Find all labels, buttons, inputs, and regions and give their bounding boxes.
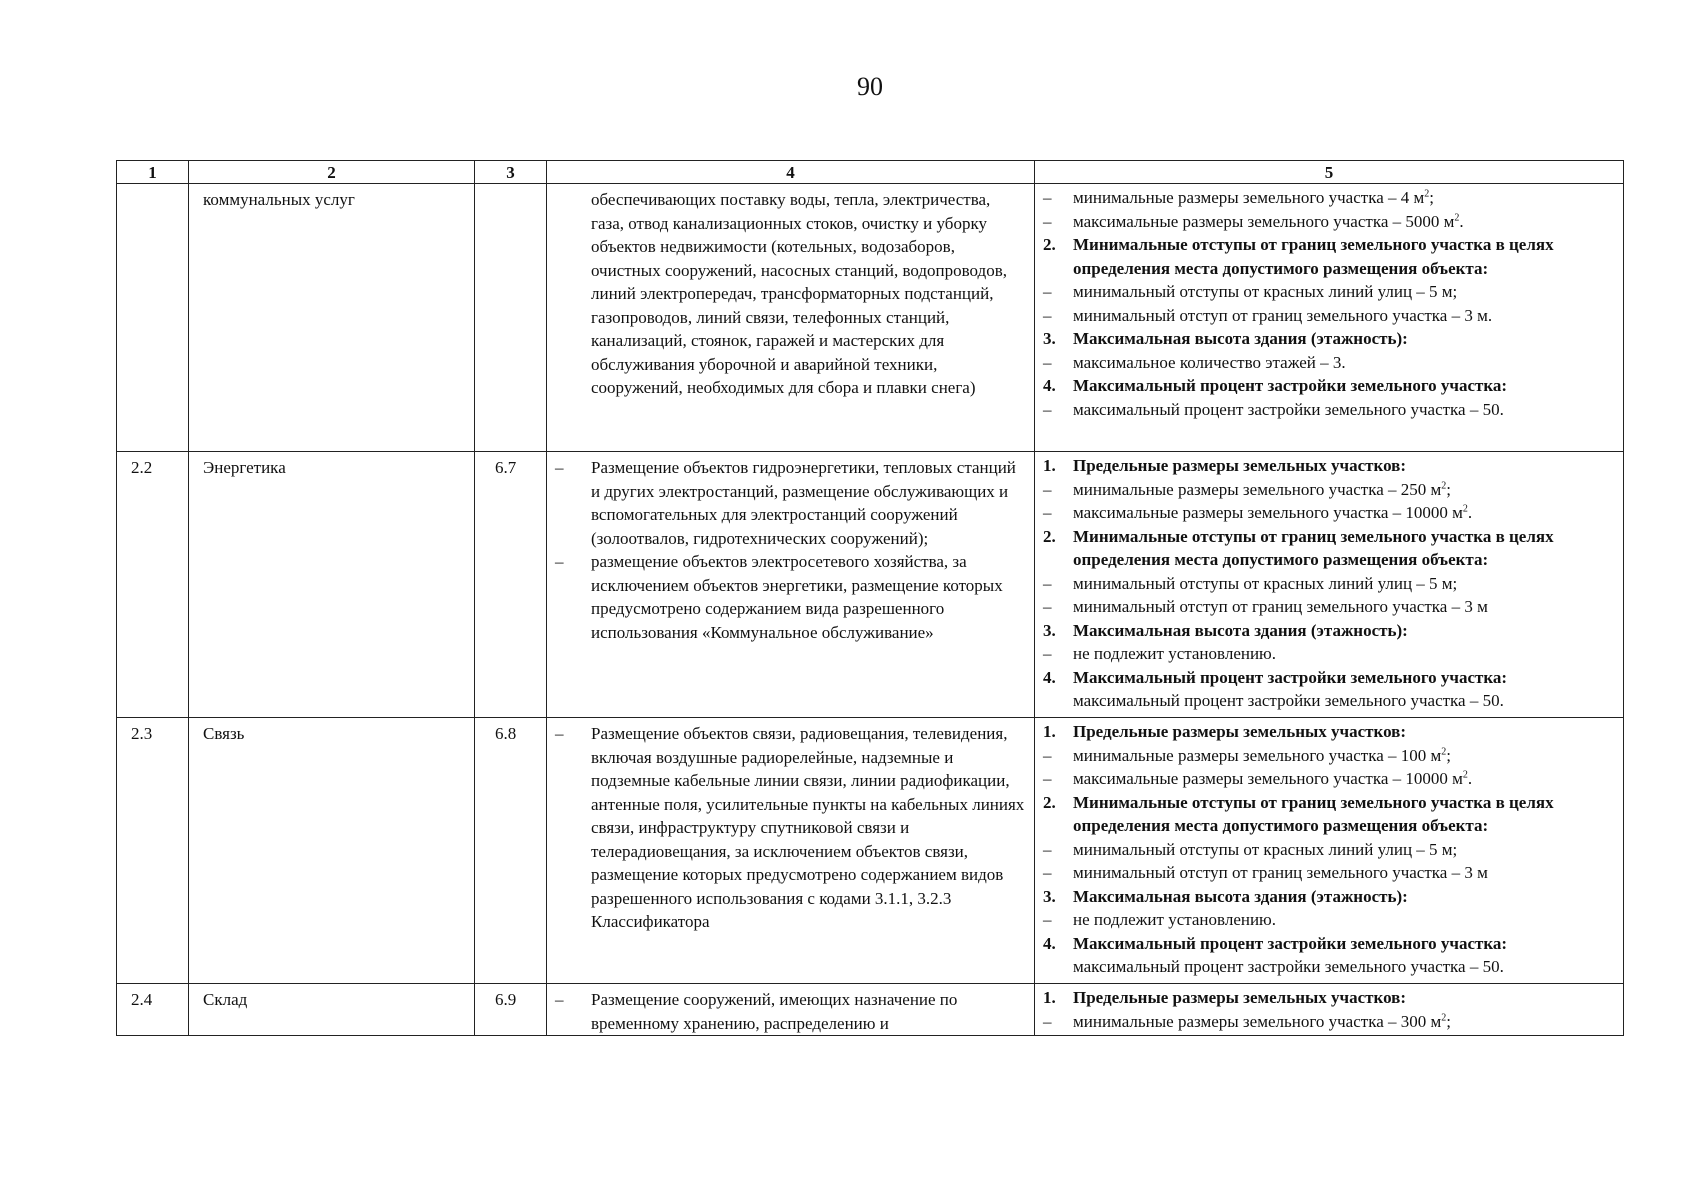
parameter-text — [1073, 838, 1457, 862]
use-code-cell: 6.9 — [475, 984, 547, 1036]
description-text: размещение объектов электросетевого хозяйства, за исключением объектов энергетики, размещение которых предусмотрено содержанием вида разрешенного использования «Коммунальное обслуживание» — [591, 552, 1003, 642]
table-row — [117, 184, 1624, 452]
parameter-text — [1073, 233, 1617, 280]
table-row — [117, 452, 1624, 718]
parameter-line — [1043, 210, 1617, 234]
list-marker: – — [1043, 839, 1052, 859]
parameter-value: минимальный отступ от границ земельного участка – 3 м — [1073, 863, 1488, 882]
list-marker: – — [1043, 863, 1052, 882]
parameter-suffix: ; — [1429, 188, 1434, 207]
parameter-text — [1073, 720, 1406, 744]
parameter-line — [1043, 955, 1617, 979]
parameter-value: Предельные размеры земельных участков: — [1073, 988, 1407, 1007]
parameter-value: Минимальные отступы от границ земельного участка в целях определения места допустимого размещения объекта: — [1073, 235, 1554, 278]
parameter-value: максимальный процент застройки земельного участка – 50. — [1073, 399, 1504, 419]
parameter-text — [1073, 955, 1504, 979]
use-name-cell: Склад — [189, 984, 475, 1036]
parameter-line — [1043, 666, 1617, 690]
list-marker: – — [1043, 1011, 1052, 1031]
parameter-value: Предельные размеры земельных участков: — [1073, 456, 1407, 475]
parameter-value: максимальный процент застройки земельного участка – 50. — [1073, 691, 1504, 710]
parameter-value: максимальные размеры земельного участка – 5000 м — [1073, 211, 1455, 231]
parameter-line — [1043, 186, 1617, 210]
parameter-value: максимальные размеры земельного участка – 10000 м — [1073, 503, 1463, 522]
parameter-text — [1073, 986, 1406, 1010]
parameter-text — [1073, 689, 1504, 713]
parameter-text — [1073, 932, 1507, 956]
dash-marker: – — [555, 724, 564, 743]
description-cell — [547, 718, 1035, 984]
parameter-value: не подлежит установлению. — [1073, 910, 1277, 929]
use-code-cell: 6.7 — [475, 452, 547, 718]
parameter-line — [1043, 986, 1617, 1010]
row-number-cell: 2.2 — [117, 452, 189, 718]
list-marker: 2. — [1043, 235, 1056, 254]
parameter-line — [1043, 861, 1617, 885]
parameter-text — [1073, 501, 1472, 525]
parameter-text — [1073, 351, 1346, 375]
use-code-cell: 6.8 — [475, 718, 547, 984]
use-name-cell: коммунальных услуг — [189, 184, 475, 452]
parameter-line — [1043, 642, 1617, 666]
column-header: 4 — [547, 161, 1035, 184]
parameter-line — [1043, 327, 1617, 351]
superscript: 2 — [1441, 479, 1447, 491]
parameter-text — [1073, 304, 1492, 328]
description-text: Размещение объектов связи, радиовещания, телевидения, включая воздушные радиорелейные, надземные и подземные кабельные линии связи, линии радиофикации, антенные поля, усилительные пункты на кабельных линиях связи, инфраструктуру спутниковой связи и телерадиовещания, за исключением объектов связи, размещение которых предусмотрено содержанием видов разрешенного использования с кодами 3.1.1, 3.2.3 Классификатора — [591, 724, 1025, 931]
list-marker: 1. — [1043, 988, 1056, 1007]
parameter-text — [1073, 595, 1488, 619]
parameter-text — [1073, 210, 1464, 234]
parameter-text — [1073, 744, 1451, 768]
dash-marker: – — [555, 458, 564, 477]
list-marker: – — [1043, 745, 1052, 765]
parameters-cell — [1035, 184, 1624, 452]
parameter-line — [1043, 932, 1617, 956]
list-marker: – — [1043, 597, 1052, 616]
parameter-value: Минимальные отступы от границ земельного участка в целях определения места допустимого размещения объекта: — [1073, 792, 1554, 835]
parameter-line — [1043, 885, 1617, 909]
parameter-line — [1043, 501, 1617, 525]
parameter-text — [1073, 791, 1617, 838]
table-row — [117, 984, 1624, 1036]
parameter-value: Максимальный процент застройки земельного участка: — [1073, 667, 1508, 687]
list-marker: – — [1043, 305, 1052, 325]
parameter-value: максимальные размеры земельного участка – 10000 м — [1073, 769, 1463, 788]
description-item — [555, 550, 1026, 644]
parameter-line — [1043, 233, 1617, 280]
parameter-text — [1073, 767, 1472, 791]
parameter-value: минимальные размеры земельного участка – 300 м — [1073, 1011, 1442, 1031]
page-number: 90 — [857, 72, 883, 101]
description-item — [555, 722, 1026, 934]
column-header: 2 — [189, 161, 475, 184]
parameter-value: Максимальный процент застройки земельного участка: — [1073, 376, 1508, 395]
list-marker: – — [1043, 573, 1052, 593]
parameter-value: Максимальная высота здания (этажность): — [1073, 329, 1408, 348]
parameter-value: минимальный отступ от границ земельного участка – 3 м. — [1073, 305, 1493, 325]
parameter-text — [1073, 478, 1451, 502]
parameters-cell — [1035, 984, 1624, 1036]
list-marker: – — [1043, 211, 1052, 231]
description-text: Размещение сооружений, имеющих назначение по временному хранению, распределению и — [591, 990, 958, 1033]
parameter-value: минимальный отступы от красных линий улиц – 5 м; — [1073, 282, 1458, 301]
parameter-value: Максимальная высота здания (этажность): — [1073, 620, 1408, 640]
parameter-line — [1043, 595, 1617, 619]
description-item — [555, 988, 1026, 1035]
dash-marker: – — [555, 990, 564, 1009]
parameter-value: минимальные размеры земельного участка – 4 м — [1073, 188, 1425, 207]
list-marker: 4. — [1043, 376, 1056, 395]
row-number-cell: 2.3 — [117, 718, 189, 984]
parameter-value: минимальный отступы от красных линий улиц – 5 м; — [1073, 839, 1458, 859]
parameter-line — [1043, 744, 1617, 768]
description-cell — [547, 184, 1035, 452]
parameter-line — [1043, 478, 1617, 502]
parameter-line — [1043, 572, 1617, 596]
parameter-suffix: ; — [1446, 745, 1451, 765]
list-marker: 3. — [1043, 620, 1056, 640]
parameter-text — [1073, 374, 1507, 398]
table-row — [117, 718, 1624, 984]
parameter-suffix: ; — [1446, 479, 1451, 499]
column-header: 1 — [117, 161, 189, 184]
row-number-cell — [117, 184, 189, 452]
parameter-text — [1073, 861, 1488, 885]
list-marker: 2. — [1043, 526, 1056, 546]
parameter-value: Предельные размеры земельных участков: — [1073, 722, 1407, 741]
parameter-text — [1073, 908, 1276, 932]
parameter-text — [1073, 525, 1617, 572]
dash-marker — [555, 188, 591, 400]
parameter-text — [1073, 642, 1276, 666]
parameter-suffix: . — [1459, 211, 1464, 231]
description-cell — [547, 452, 1035, 718]
dash-marker: – — [555, 552, 564, 571]
parameter-line — [1043, 720, 1617, 744]
parameter-line — [1043, 791, 1617, 838]
parameter-text — [1073, 186, 1434, 210]
parameter-value: Максимальный процент застройки земельного участка: — [1073, 933, 1508, 953]
superscript: 2 — [1462, 503, 1468, 515]
list-marker: 4. — [1043, 667, 1056, 687]
list-marker: 4. — [1043, 933, 1056, 953]
superscript: 2 — [1462, 769, 1468, 781]
parameter-text — [1073, 327, 1408, 351]
parameter-line — [1043, 619, 1617, 643]
parameter-line — [1043, 374, 1617, 398]
description-item — [555, 456, 1026, 550]
parameter-text — [1073, 885, 1408, 909]
parameter-suffix: . — [1467, 769, 1473, 788]
list-marker: – — [1043, 644, 1052, 663]
parameter-text — [1073, 666, 1507, 690]
superscript: 2 — [1441, 745, 1447, 757]
list-marker: – — [1043, 352, 1052, 372]
parameter-line — [1043, 304, 1617, 328]
parameters-cell — [1035, 452, 1624, 718]
parameter-value: Максимальная высота здания (этажность): — [1073, 886, 1408, 906]
list-marker: – — [1043, 282, 1052, 301]
parameter-line — [1043, 838, 1617, 862]
description-text: Размещение объектов гидроэнергетики, тепловых станций и других электростанций, размещение обслуживающих и вспомогательных для электростанций сооружений (золоотвалов, гидротехнических сооружений); — [591, 458, 1016, 548]
use-name-cell: Связь — [189, 718, 475, 984]
parameter-text — [1073, 398, 1504, 422]
list-marker: – — [1043, 503, 1052, 522]
parameter-line — [1043, 767, 1617, 791]
column-header: 5 — [1035, 161, 1624, 184]
parameter-value: минимальные размеры земельного участка – 250 м — [1073, 479, 1442, 499]
parameter-value: максимальный процент застройки земельного участка – 50. — [1073, 957, 1504, 976]
parameter-line — [1043, 908, 1617, 932]
list-marker: – — [1043, 910, 1052, 929]
parameter-line — [1043, 398, 1617, 422]
use-code-cell — [475, 184, 547, 452]
superscript: 2 — [1424, 188, 1430, 200]
list-marker: 2. — [1043, 792, 1056, 812]
parameter-text — [1073, 619, 1408, 643]
superscript: 2 — [1441, 1011, 1447, 1023]
parameter-value: минимальный отступ от границ земельного участка – 3 м — [1073, 597, 1488, 616]
parameter-line — [1043, 351, 1617, 375]
parameter-text — [1073, 454, 1406, 478]
superscript: 2 — [1454, 211, 1460, 223]
parameter-suffix: . — [1467, 503, 1473, 522]
parameter-value: минимальный отступы от красных линий улиц – 5 м; — [1073, 573, 1458, 593]
use-name-cell: Энергетика — [189, 452, 475, 718]
list-marker: – — [1043, 399, 1052, 419]
parameter-line — [1043, 280, 1617, 304]
parameter-text — [1073, 572, 1457, 596]
parameter-line — [1043, 525, 1617, 572]
list-marker: – — [1043, 769, 1052, 788]
row-number-cell: 2.4 — [117, 984, 189, 1036]
description-item — [555, 188, 1026, 400]
list-marker: 3. — [1043, 886, 1056, 906]
list-marker: – — [1043, 479, 1052, 499]
list-marker: – — [1043, 188, 1052, 207]
list-marker: 3. — [1043, 329, 1056, 348]
list-marker: 1. — [1043, 456, 1056, 475]
column-header: 3 — [475, 161, 547, 184]
parameter-line — [1043, 689, 1617, 713]
description-cell — [547, 984, 1035, 1036]
list-marker: 1. — [1043, 722, 1056, 741]
parameter-suffix: ; — [1446, 1011, 1451, 1031]
parameter-value: не подлежит установлению. — [1073, 644, 1277, 663]
table-header-row — [117, 161, 1624, 184]
parameter-value: максимальное количество этажей – 3. — [1073, 352, 1346, 372]
parameter-line — [1043, 1010, 1617, 1034]
parameters-cell — [1035, 718, 1624, 984]
land-use-table — [116, 160, 1624, 1036]
description-text: обеспечивающих поставку воды, тепла, электричества, газа, отвод канализационных стоков, очистку и уборку объектов недвижимости (котельных, водозаборов, очистных сооружений, насосных станций, водопроводов, линий электропередач, трансформаторных подстанций, газопроводов, линий связи, телефонных станций, канализаций, стоянок, гаражей и мастерских для обслуживания уборочной и аварийной техники, сооружений, необходимых для сбора и плавки снега) — [591, 190, 1007, 397]
parameter-value: Минимальные отступы от границ земельного участка в целях определения места допустимого размещения объекта: — [1073, 526, 1554, 569]
parameter-text — [1073, 280, 1457, 304]
parameter-line — [1043, 454, 1617, 478]
parameter-value: минимальные размеры земельного участка – 100 м — [1073, 745, 1442, 765]
parameter-text — [1073, 1010, 1451, 1034]
